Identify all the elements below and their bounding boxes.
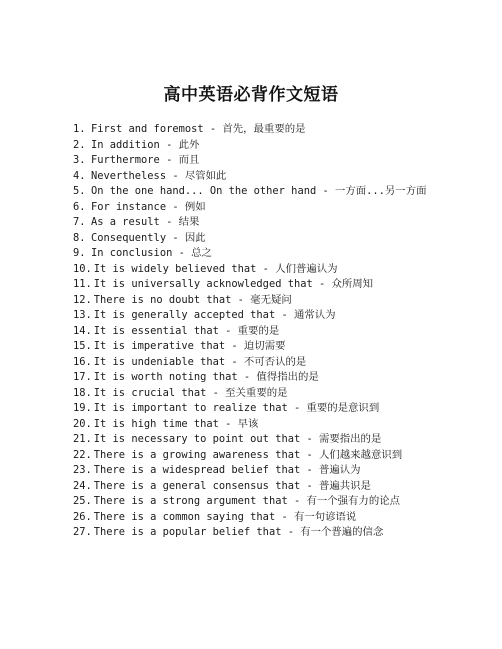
item-number: 2. [73,138,86,151]
item-text: There is no doubt that - 毫无疑问 [93,293,292,306]
item-text: It is crucial that - 至关重要的是 [93,386,288,399]
item-text: It is high time that - 早该 [93,417,259,430]
list-item [73,463,426,479]
item-text: It is necessary to point out that - 需要指出的是 [93,433,382,445]
list-item [73,169,426,185]
item-number: 21. [73,433,92,445]
list-item [73,525,426,541]
item-number: 3. [73,154,86,166]
item-text: It is universally acknowledged that - 众所周知 [93,278,374,290]
phrase-list [73,122,426,541]
item-number: 24. [73,479,92,492]
item-number: 19. [73,402,92,414]
list-item [73,494,426,510]
list-item [73,184,426,200]
item-text: It is important to realize that - 重要的是意识到 [93,402,380,414]
item-number: 13. [73,309,92,321]
list-item [73,386,426,402]
item-text: Furthermore - 而且 [91,154,200,166]
item-number: 17. [73,371,92,383]
item-text: It is undeniable that - 不可否认的是 [93,355,307,368]
page-title: 高中英语必背作文短语 [163,85,339,105]
list-item [73,417,426,433]
item-text: There is a strong argument that - 有一个强有力的论点 [93,495,400,507]
item-text: First and foremost - 首先，最重要的是 [91,123,306,135]
item-text: It is imperative that - 迫切需要 [93,340,286,352]
item-text: In addition - 此外 [91,138,200,151]
list-item [73,138,426,154]
list-item [73,432,426,448]
item-number: 26. [73,510,92,523]
list-item [73,200,426,216]
item-number: 11. [73,278,92,290]
item-text: Consequently - 因此 [91,231,206,244]
list-item [73,370,426,386]
list-item [73,246,426,262]
item-number: 10. [73,262,92,275]
item-number: 4. [73,169,86,182]
item-number: 12. [73,293,92,306]
list-item [73,401,426,417]
item-text: Nevertheless - 尽管如此 [91,169,227,182]
list-item [73,339,426,355]
item-text: There is a growing awareness that - 人们越来越意识到 [93,448,403,461]
list-item [73,510,426,526]
item-number: 23. [73,464,92,476]
list-item [73,215,426,231]
item-text: There is a common saying that - 有一句谚语说 [93,510,357,523]
item-text: It is worth noting that - 值得指出的是 [93,371,319,383]
list-item [73,448,426,464]
item-number: 25. [73,495,92,507]
item-text: On the one hand... On the other hand - 一方面...另一方面 [91,185,427,197]
list-item [73,308,426,324]
item-number: 27. [73,526,92,538]
list-item [73,355,426,371]
item-number: 5. [73,185,86,197]
list-item [73,231,426,247]
item-number: 7. [73,216,86,228]
item-number: 9. [73,247,86,259]
item-number: 18. [73,386,92,399]
item-text: As a result - 结果 [91,216,200,228]
item-text: There is a general consensus that - 普遍共识是 [93,479,371,492]
item-text: There is a popular belief that - 有一个普遍的信念 [93,526,384,538]
item-text: It is widely believed that - 人们普遍认为 [93,262,338,275]
item-number: 20. [73,417,92,430]
item-number: 6. [73,200,86,213]
list-item [73,153,426,169]
item-text: It is essential that - 重要的是 [93,324,280,337]
item-number: 14. [73,324,92,337]
item-number: 8. [73,231,86,244]
list-item [73,324,426,340]
item-number: 16. [73,355,92,368]
list-item [73,479,426,495]
item-text: In conclusion - 总之 [91,247,212,259]
list-item [73,293,426,309]
list-item [73,277,426,293]
list-item [73,122,426,138]
item-number: 1. [73,123,86,135]
item-text: It is generally accepted that - 通常认为 [93,309,336,321]
list-item [73,262,426,278]
item-text: There is a widespread belief that - 普遍认为 [93,464,361,476]
item-text: For instance - 例如 [91,200,206,213]
item-number: 15. [73,340,92,352]
item-number: 22. [73,448,92,461]
